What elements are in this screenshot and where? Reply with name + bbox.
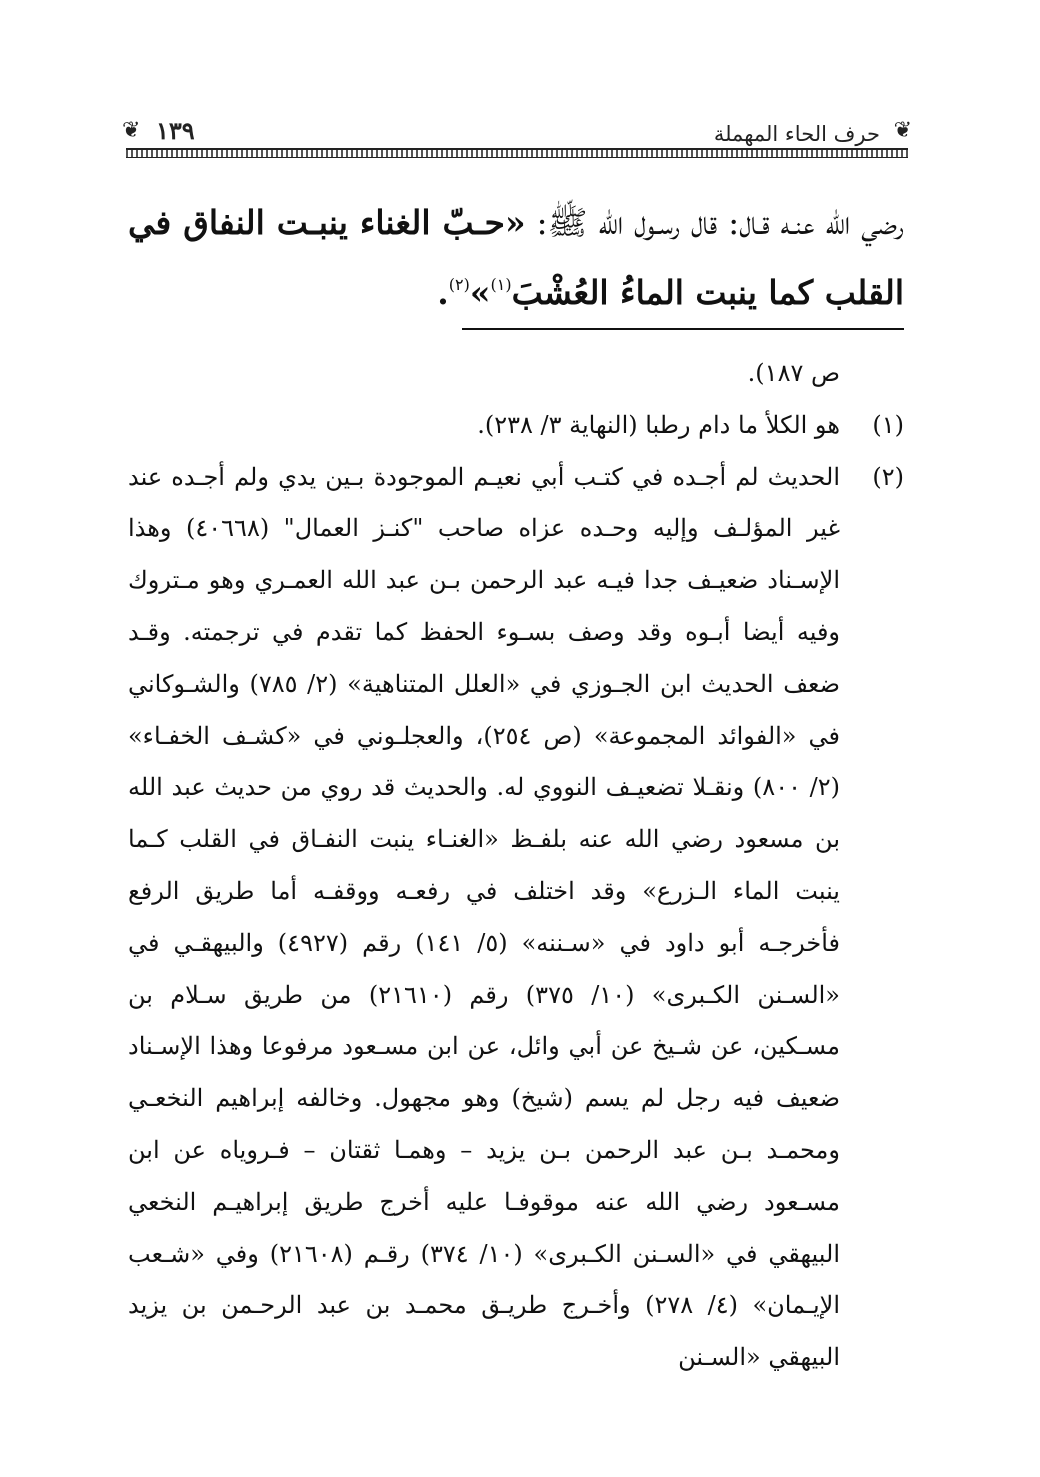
hadith-text: «حـبّ الغناء ينبـت النفاق في القلب كما ينبت الماءُ العُشْبَ <box>128 203 904 312</box>
page-number: ١٣٩ <box>156 116 195 145</box>
footnote-separator <box>462 328 904 330</box>
footnote-ref-1[interactable]: (١) <box>490 275 512 294</box>
running-header <box>122 114 912 164</box>
footnote-carryover <box>128 348 904 400</box>
hadith-close-quote: » <box>469 273 491 312</box>
footnote-text: الحديث لم أجـده في كتـب أبي نعيـم الموجودة بـين يدي ولم أجـده عند غير المؤلـف وإليه وحـده عزاه صاحب "كنـز العمال" (٤٠٦٦٨) وهذا الإسـناد ضعيـف جدا فيـه عبد الرحمن بـن عبد الله العمـري وهو مـتروك وفيه أيضا أبـوه وقد وصف بسـوء الحفظ كما تقدم في ترجمته. وقـد ضعف الحديث ابن الجـوزي في «العلل المتناهية» (٢/ ٧٨٥) والشـوكاني في «الفوائد المجموعة» (ص ٢٥٤)، والعجلـوني في «كشـف الخفـاء» (٢/ ٨٠٠) ونقـلا تضعيـف النووي له. والحديث قد روي من حديث عبد الله بن مسعود رضي الله عنه بلفـظ «الغنـاء ينبت النفـاق في القلب كـما ينبت الماء الـزرع» وقد اختلف في رفعـه ووقفـه أما طريق الرفع فأخرجـه أبو داود في «سـننه» (٥/ ١٤١) رقم (٤٩٢٧) والبيهقـي في «السـنن الكـبرى» (١٠/ ٣٧٥) رقم (٢١٦١٠) من طريق سـلام بن مسـكين، عن شـيخ عن أبي وائل، عن ابن مسـعود مرفوعا وهذا الإسـناد ضعيف فيه رجل لم يسم (شيخ) وهو مجهول. وخالفه إبراهيم النخعـي ومحمـد بـن عبد الرحمن بـن يزيد – وهمـا ثقتان – فـروياه عن ابن مسـعود رضي الله عنه موقوفـا عليه أخرج طريق إبراهيـم النخعي البيهقي في «السـنن الكـبرى» (١٠/ ٣٧٤) رقـم (٢١٦٠٨) وفي «شـعب الإيـمان» (٤/ ٢٧٨) وأخـرج طريـق محمـد بن عبد الرحـمن بن يزيد البيهقي «السـنن <box>128 462 841 1372</box>
main-intro: رضي الله عنـه قـال: قال رسـول الله ﷺ: <box>525 203 904 242</box>
footnotes <box>128 348 904 1384</box>
footnote-text: هو الكلأ ما دام رطبا (النهاية ٣/ ٢٣٨). <box>477 410 840 439</box>
footnote-2 <box>128 452 904 1384</box>
footnote-carryover-text: ص ١٨٧). <box>747 359 840 387</box>
header-title: حرف الحاء المهملة <box>713 122 880 146</box>
header-rule <box>126 148 908 158</box>
footnote-number: (١) <box>872 410 904 439</box>
footnote-ref-2[interactable]: (٢) <box>448 275 470 294</box>
main-end-period: . <box>437 273 449 312</box>
header-ornament-right-icon: ❦ <box>893 118 912 143</box>
footnote-number: (٢) <box>872 462 904 491</box>
main-text <box>128 188 904 328</box>
footnote-1 <box>128 400 904 452</box>
header-ornament-left-icon: ❦ <box>122 118 141 143</box>
